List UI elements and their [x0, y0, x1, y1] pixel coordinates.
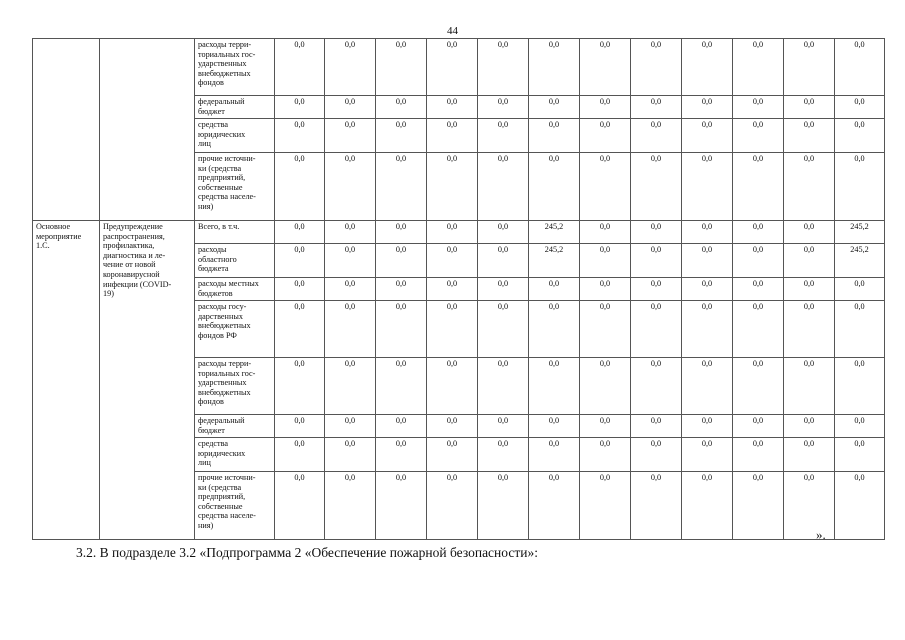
value-cell: 0,0	[427, 472, 478, 540]
funding-source-cell: расходы терри- ториальных гос- ударственных внебюджетных фондов	[195, 358, 275, 415]
section-heading: 3.2. В подразделе 3.2 «Подпрограмма 2 «Обеспечение пожарной безопасности»:	[76, 545, 538, 560]
value-cell: 0,0	[427, 301, 478, 358]
value-cell: 0,0	[529, 358, 580, 415]
value-cell: 0,0	[580, 119, 631, 153]
value-cell: 0,0	[631, 39, 682, 96]
value-cell: 0,0	[733, 472, 784, 540]
value-cell: 0,0	[427, 39, 478, 96]
value-cell: 0,0	[529, 96, 580, 119]
value-cell: 0,0	[275, 438, 325, 472]
value-cell: 0,0	[275, 278, 325, 301]
value-cell: 0,0	[478, 301, 529, 358]
value-cell: 0,0	[682, 221, 733, 244]
value-cell: 0,0	[325, 438, 376, 472]
value-cell: 0,0	[427, 415, 478, 438]
value-cell: 0,0	[376, 221, 427, 244]
value-cell: 0,0	[478, 438, 529, 472]
value-cell: 0,0	[682, 96, 733, 119]
funding-source-cell: расходы госу- дарственных внебюджетных фондов РФ	[195, 301, 275, 358]
value-cell: 0,0	[631, 221, 682, 244]
value-cell: 0,0	[682, 39, 733, 96]
value-cell: 0,0	[784, 119, 835, 153]
value-cell: 0,0	[784, 96, 835, 119]
value-cell: 0,0	[325, 278, 376, 301]
value-cell: 0,0	[529, 119, 580, 153]
page-number: 44	[447, 25, 458, 37]
value-cell: 0,0	[580, 278, 631, 301]
value-cell: 0,0	[376, 39, 427, 96]
value-cell: 0,0	[478, 153, 529, 221]
value-cell: 0,0	[275, 119, 325, 153]
value-cell: 0,0	[835, 301, 885, 358]
value-cell: 0,0	[733, 301, 784, 358]
activity-description-cell: Предупреждение распространения, профилактика, диагностика и ле- чение от новой коронавирусной инфекции (COVID- 19)	[100, 221, 195, 540]
value-cell: 0,0	[835, 358, 885, 415]
value-cell: 0,0	[784, 358, 835, 415]
funding-source-cell: прочие источни- ки (средства предприятий, собственные средства населе- ния)	[195, 153, 275, 221]
value-cell: 0,0	[682, 119, 733, 153]
funding-source-cell: прочие источни- ки (средства предприятий, собственные средства населе- ния)	[195, 472, 275, 540]
value-cell: 0,0	[835, 153, 885, 221]
value-cell: 0,0	[427, 244, 478, 278]
value-cell: 0,0	[835, 415, 885, 438]
value-cell: 0,0	[325, 301, 376, 358]
value-cell: 0,0	[529, 153, 580, 221]
value-cell: 0,0	[784, 39, 835, 96]
value-cell: 0,0	[529, 278, 580, 301]
value-cell: 0,0	[733, 119, 784, 153]
value-cell: 0,0	[325, 221, 376, 244]
value-cell: 0,0	[376, 278, 427, 301]
value-cell: 0,0	[784, 438, 835, 472]
value-cell: 0,0	[682, 278, 733, 301]
value-cell: 0,0	[478, 244, 529, 278]
value-cell: 0,0	[784, 415, 835, 438]
value-cell: 0,0	[376, 153, 427, 221]
value-cell: 0,0	[682, 472, 733, 540]
value-cell: 245,2	[835, 221, 885, 244]
value-cell: 0,0	[631, 301, 682, 358]
funding-source-cell: расходы терри- ториальных гос- ударственных внебюджетных фондов	[195, 39, 275, 96]
value-cell: 0,0	[631, 278, 682, 301]
value-cell: 0,0	[376, 244, 427, 278]
value-cell: 0,0	[275, 221, 325, 244]
value-cell: 0,0	[580, 472, 631, 540]
funding-source-cell: расходы местных бюджетов	[195, 278, 275, 301]
value-cell: 0,0	[733, 96, 784, 119]
value-cell: 0,0	[835, 438, 885, 472]
value-cell: 0,0	[631, 119, 682, 153]
value-cell: 0,0	[275, 301, 325, 358]
value-cell: 0,0	[631, 244, 682, 278]
value-cell: 0,0	[478, 221, 529, 244]
value-cell: 0,0	[631, 438, 682, 472]
value-cell: 0,0	[275, 153, 325, 221]
value-cell: 0,0	[478, 358, 529, 415]
value-cell: 0,0	[275, 472, 325, 540]
budget-table	[32, 38, 885, 540]
value-cell: 0,0	[835, 278, 885, 301]
value-cell: 0,0	[631, 96, 682, 119]
value-cell: 0,0	[580, 301, 631, 358]
value-cell: 0,0	[580, 415, 631, 438]
funding-source-cell: федеральный бюджет	[195, 96, 275, 119]
value-cell: 0,0	[427, 221, 478, 244]
value-cell: 0,0	[478, 415, 529, 438]
value-cell: 0,0	[325, 415, 376, 438]
value-cell: 0,0	[631, 415, 682, 438]
funding-source-cell: средства юридических лиц	[195, 119, 275, 153]
value-cell: 0,0	[376, 472, 427, 540]
value-cell: 0,0	[478, 472, 529, 540]
value-cell: 0,0	[275, 415, 325, 438]
value-cell: 0,0	[580, 96, 631, 119]
value-cell: 0,0	[325, 119, 376, 153]
value-cell: 0,0	[478, 39, 529, 96]
value-cell: 0,0	[682, 415, 733, 438]
value-cell: 0,0	[580, 438, 631, 472]
value-cell: 0,0	[733, 278, 784, 301]
value-cell: 0,0	[275, 244, 325, 278]
value-cell: 0,0	[529, 301, 580, 358]
value-cell: 0,0	[529, 415, 580, 438]
value-cell: 0,0	[580, 221, 631, 244]
value-cell: 0,0	[682, 153, 733, 221]
value-cell: 0,0	[376, 301, 427, 358]
value-cell: 0,0	[427, 96, 478, 119]
value-cell: 0,0	[376, 96, 427, 119]
value-cell: 0,0	[427, 119, 478, 153]
value-cell: 0,0	[733, 415, 784, 438]
activity-label-cell: Основное мероприятие 1.С.	[33, 221, 100, 540]
funding-source-cell: расходы областного бюджета	[195, 244, 275, 278]
value-cell: 0,0	[478, 96, 529, 119]
value-cell: 0,0	[376, 438, 427, 472]
value-cell: 0,0	[733, 153, 784, 221]
value-cell: 0,0	[580, 358, 631, 415]
activity-label-cell	[33, 39, 100, 221]
value-cell: 0,0	[427, 438, 478, 472]
value-cell: 0,0	[478, 119, 529, 153]
value-cell: 0,0	[325, 153, 376, 221]
value-cell: 0,0	[733, 244, 784, 278]
value-cell: 0,0	[275, 96, 325, 119]
value-cell: 0,0	[529, 39, 580, 96]
value-cell: 0,0	[580, 244, 631, 278]
value-cell: 245,2	[835, 244, 885, 278]
value-cell: 0,0	[325, 39, 376, 96]
table-row	[33, 39, 885, 96]
value-cell: 0,0	[376, 119, 427, 153]
value-cell: 0,0	[682, 438, 733, 472]
funding-source-cell: федеральный бюджет	[195, 415, 275, 438]
value-cell: 0,0	[784, 278, 835, 301]
value-cell: 0,0	[733, 358, 784, 415]
activity-description-cell	[100, 39, 195, 221]
value-cell: 0,0	[784, 153, 835, 221]
value-cell: 0,0	[325, 244, 376, 278]
value-cell: 0,0	[784, 301, 835, 358]
value-cell: 0,0	[427, 278, 478, 301]
value-cell: 0,0	[427, 358, 478, 415]
value-cell: 245,2	[529, 244, 580, 278]
value-cell: 0,0	[784, 221, 835, 244]
funding-source-cell: Всего, в т.ч.	[195, 221, 275, 244]
value-cell: 0,0	[631, 153, 682, 221]
value-cell: 0,0	[631, 472, 682, 540]
value-cell: 0,0	[580, 153, 631, 221]
table-row	[33, 221, 885, 244]
value-cell: 0,0	[784, 472, 835, 540]
value-cell: 0,0	[376, 415, 427, 438]
value-cell: 0,0	[784, 244, 835, 278]
value-cell: 0,0	[376, 358, 427, 415]
value-cell: 0,0	[682, 301, 733, 358]
value-cell: 0,0	[733, 221, 784, 244]
value-cell: 0,0	[529, 472, 580, 540]
value-cell: 245,2	[529, 221, 580, 244]
value-cell: 0,0	[682, 244, 733, 278]
value-cell: 0,0	[835, 119, 885, 153]
value-cell: 0,0	[580, 39, 631, 96]
value-cell: 0,0	[275, 39, 325, 96]
value-cell: 0,0	[733, 39, 784, 96]
value-cell: 0,0	[427, 153, 478, 221]
closing-quote: ».	[816, 527, 826, 542]
value-cell: 0,0	[835, 96, 885, 119]
value-cell: 0,0	[631, 358, 682, 415]
value-cell: 0,0	[835, 39, 885, 96]
funding-source-cell: средства юридических лиц	[195, 438, 275, 472]
value-cell: 0,0	[275, 358, 325, 415]
value-cell: 0,0	[682, 358, 733, 415]
value-cell: 0,0	[325, 358, 376, 415]
value-cell: 0,0	[529, 438, 580, 472]
value-cell: 0,0	[478, 278, 529, 301]
value-cell: 0,0	[835, 472, 885, 540]
value-cell: 0,0	[325, 472, 376, 540]
value-cell: 0,0	[325, 96, 376, 119]
value-cell: 0,0	[733, 438, 784, 472]
